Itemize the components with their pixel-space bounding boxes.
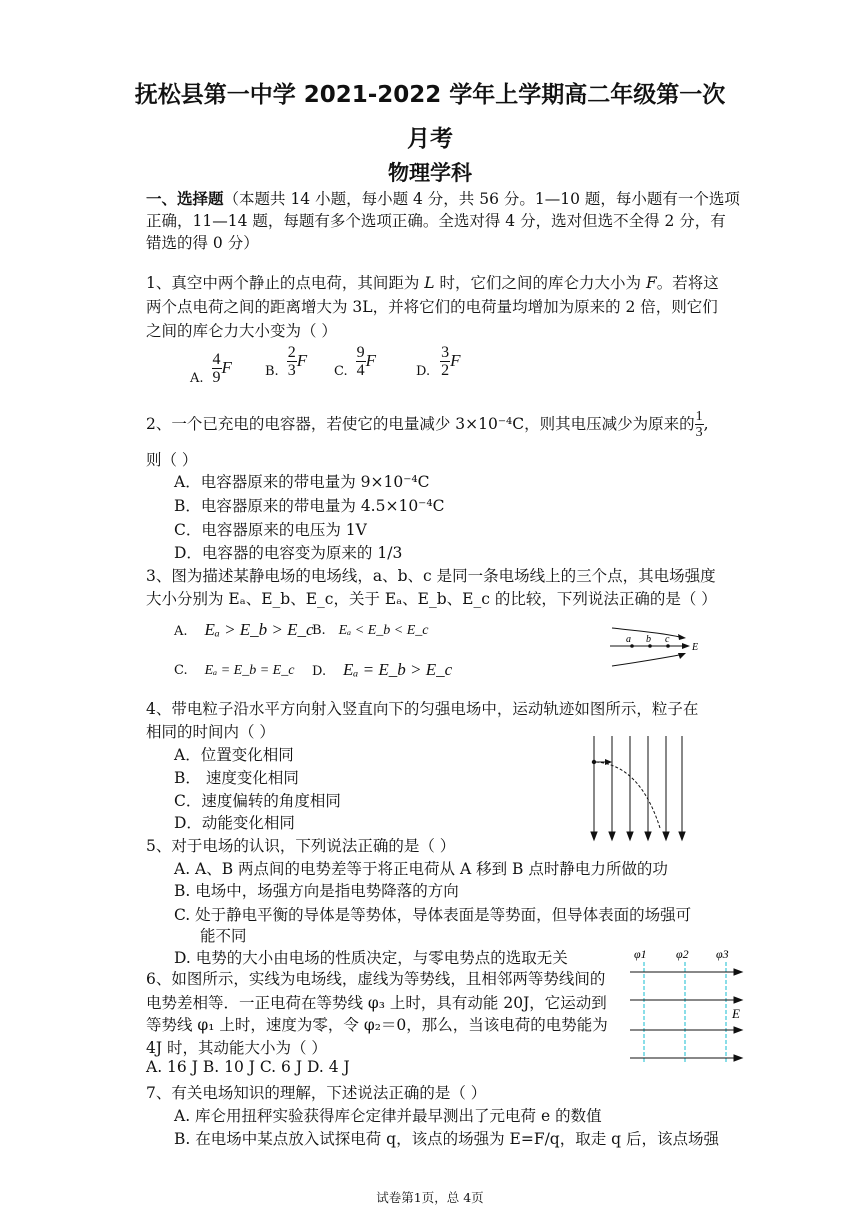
q5-line1: 5、对于电场的认识，下列说法正确的是（ ）: [146, 837, 456, 855]
q1-option-c-den: 4: [356, 362, 365, 379]
q1-option-c-frac: [356, 345, 366, 379]
q2-text: 2、一个已充电的电容器，若使它的电量减少 3×10⁻⁴C，则其电压减少为原来的: [146, 415, 695, 433]
section-desc-3: 错选的得 0 分）: [146, 234, 259, 252]
q4-arrow-4-icon: [645, 832, 651, 840]
q1-option-c-num: 9: [356, 344, 365, 361]
q4-option-b: B． 速度变化相同: [174, 769, 299, 787]
q3-option-a: [174, 620, 314, 640]
q3-line2: 大小分别为 Eₐ、E_b、E_c，关于 Eₐ、E_b、E_c 的比较，下列说法正确的是（ ）: [146, 590, 717, 608]
q5-option-c-line2: 能不同: [200, 927, 247, 945]
q1-option-a-var: F: [221, 358, 232, 377]
q1-line3: 之间的库仑力大小变为（ ）: [146, 322, 337, 340]
q6-line1: 6、如图所示，实线为电场线，虚线为等势线，且相邻两等势线间的: [146, 970, 606, 988]
q5-option-c-line1: C. 处于静电平衡的导体是等势体，导体表面是等势面，但导体表面的场强可: [174, 906, 692, 924]
q3-option-d-expr: Eₐ = E_b > E_c: [343, 660, 453, 679]
q1-var-L: L: [424, 274, 435, 292]
section-heading-line: [146, 187, 740, 209]
q1-option-a-label: A.: [190, 371, 204, 386]
q1-option-c-var: F: [365, 351, 377, 370]
q6-line4: 4J 时，其动能大小为（ ）: [146, 1039, 327, 1057]
q4-line1: 4、带电粒子沿水平方向射入竖直向下的匀强电场中，运动轨迹如图所示，粒子在: [146, 700, 699, 718]
q1-line1: [146, 271, 719, 293]
q5-option-b: B. 电场中，场强方向是指电势降落的方向: [174, 882, 459, 900]
q1-text-a: 1、真空中两个静止的点电荷，其间距为: [146, 274, 425, 292]
q3-option-c-expr: Eₐ = E_b = E_c: [204, 663, 295, 678]
q4-arrow-3-icon: [627, 832, 633, 840]
q2-frac: [695, 410, 704, 440]
q2-text-end: ,: [703, 415, 709, 433]
q1-option-b: [265, 345, 307, 379]
q7-option-b: B. 在电场中某点放入试探电荷 q，该点的场强为 E=F/q，取走 q 后，该点场强: [174, 1130, 719, 1148]
q3-field-lines-figure: [604, 622, 704, 672]
exam-title-line2: 月考: [407, 126, 453, 152]
q3-option-b: [312, 620, 428, 639]
q1-option-d-var: F: [450, 351, 461, 370]
q3-option-b-label: B.: [312, 623, 326, 638]
q3-middle-arrow-icon: [682, 643, 690, 649]
q6-label-phi1: φ1: [634, 947, 647, 961]
page-footer: 试卷第1页，总 4页: [376, 1190, 484, 1205]
q4-trajectory: [596, 762, 660, 828]
q1-text-c: 时，它们之间的库仑力大小为: [434, 274, 646, 292]
q3-option-c: [174, 660, 294, 679]
q1-text-e: 。若将这: [656, 274, 719, 292]
q1-option-a-num: 4: [212, 351, 221, 368]
q3-option-d: [312, 660, 452, 680]
q3-line1: 3、图为描述某静电场的电场线，a、b、c 是同一条电场线上的三个点，其电场强度: [146, 567, 716, 585]
q6-arrow-2-icon: [734, 997, 742, 1003]
q1-option-d-label: D.: [416, 364, 431, 379]
q4-option-c: C．速度偏转的角度相同: [174, 792, 341, 810]
q5-option-a: A. A、B 两点间的电势差等于将正电荷从 A 移到 B 点时静电力所做的功: [174, 860, 668, 878]
q1-option-d-den: 2: [441, 362, 450, 379]
q6-arrow-3-icon: [734, 1027, 742, 1033]
q4-option-a: A．位置变化相同: [174, 746, 294, 764]
q1-option-b-den: 3: [287, 362, 296, 379]
section-desc-2: 正确，11—14 题，每题有多个选项正确。全选对得 4 分，选对但选不全得 2 分，有: [146, 212, 726, 230]
q1-option-c-label: C.: [334, 364, 348, 379]
q5-option-d: D. 电势的大小由电场的性质决定，与零电势点的选取无关: [174, 949, 568, 967]
q6-equipotential-figure: [628, 942, 748, 1066]
q1-option-d-num: 3: [441, 344, 450, 361]
exam-title-line1: 抚松县第一中学 2021-2022 学年上学期高二年级第一次: [134, 82, 726, 108]
q4-arrow-2-icon: [609, 832, 615, 840]
section-heading: 一、选择题: [146, 189, 224, 208]
subject-title: 物理学科: [388, 161, 472, 185]
q3-top-arrow-icon: [678, 634, 686, 640]
q3-option-d-label: D.: [312, 664, 327, 679]
q6-label-phi3: φ3: [716, 947, 729, 961]
q4-arrow-1-icon: [591, 832, 597, 840]
q6-label-E: E: [732, 1006, 740, 1021]
q7-line1: 7、有关电场知识的理解，下述说法正确的是（ ）: [146, 1084, 487, 1102]
q3-option-a-expr: Eₐ > E_b > E_c: [204, 620, 314, 639]
q2-frac-den: 3: [695, 425, 703, 440]
q6-label-phi2: φ2: [676, 947, 689, 961]
q4-option-d: D．动能变化相同: [174, 814, 295, 832]
q4-particle: [592, 760, 596, 764]
q3-option-a-label: A.: [174, 624, 188, 639]
q2-option-c: C．电容器原来的电压为 1V: [174, 521, 367, 539]
q6-line3: 等势线 φ₁ 上时，速度为零，令 φ₂＝0，那么，当该电荷的电势能为: [146, 1016, 608, 1034]
q1-option-a: [190, 345, 232, 386]
q2-frac-num: 1: [695, 409, 703, 424]
q1-var-F: F: [645, 274, 657, 292]
q6-options: A. 16 J B. 10 J C. 6 J D. 4 J: [146, 1058, 350, 1076]
q3-option-b-expr: Eₐ < E_b < E_c: [338, 623, 429, 638]
q6-line2: 电势差相等．一正电荷在等势线 φ₃ 上时，具有动能 20J，它运动到: [146, 994, 607, 1012]
q1-option-b-var: F: [296, 351, 308, 370]
q2-option-b: B．电容器原来的带电量为 4.5×10⁻⁴C: [174, 497, 445, 515]
q3-bottom-field-line: [612, 654, 684, 666]
q1-option-b-label: B.: [265, 364, 279, 379]
q6-arrow-4-icon: [734, 1055, 742, 1061]
q1-option-a-frac: [212, 352, 222, 386]
q3-label-c: c: [665, 634, 670, 645]
q3-label-b: b: [646, 634, 651, 645]
q3-label-E: E: [692, 642, 699, 653]
q1-option-d-frac: [440, 345, 450, 379]
q1-line2: 两个点电荷之间的距离增大为 3L，并将它们的电荷量均增加为原来的 2 倍，则它们: [146, 298, 718, 316]
q2-line1: [146, 410, 709, 440]
q1-option-b-frac: [287, 345, 297, 379]
q2-option-a: A．电容器原来的带电量为 9×10⁻⁴C: [174, 473, 430, 491]
q4-arrow-6-icon: [679, 832, 685, 840]
q3-option-c-label: C.: [174, 663, 188, 678]
q3-bottom-arrow-icon: [678, 653, 686, 659]
q4-uniform-field-figure: [584, 732, 690, 844]
q1-option-a-den: 9: [212, 369, 221, 386]
q1-option-b-num: 2: [287, 344, 296, 361]
q2-option-d: D．电容器的电容变为原来的 1/3: [174, 544, 403, 562]
section-desc-1: （本题共 14 小题，每小题 4 分，共 56 分。1—10 题，每小题有一个选项: [223, 190, 740, 208]
q4-arrow-5-icon: [663, 832, 669, 840]
q7-option-a: A. 库仑用扭秤实验获得库仑定律并最早测出了元电荷 e 的数值: [174, 1107, 602, 1125]
q6-arrow-1-icon: [734, 969, 742, 975]
q2-line2: 则（ ）: [146, 451, 198, 469]
q4-line2: 相同的时间内（ ）: [146, 723, 275, 741]
q3-label-a: a: [626, 634, 631, 645]
q1-option-c: [334, 345, 376, 379]
q1-option-d: [416, 345, 460, 379]
